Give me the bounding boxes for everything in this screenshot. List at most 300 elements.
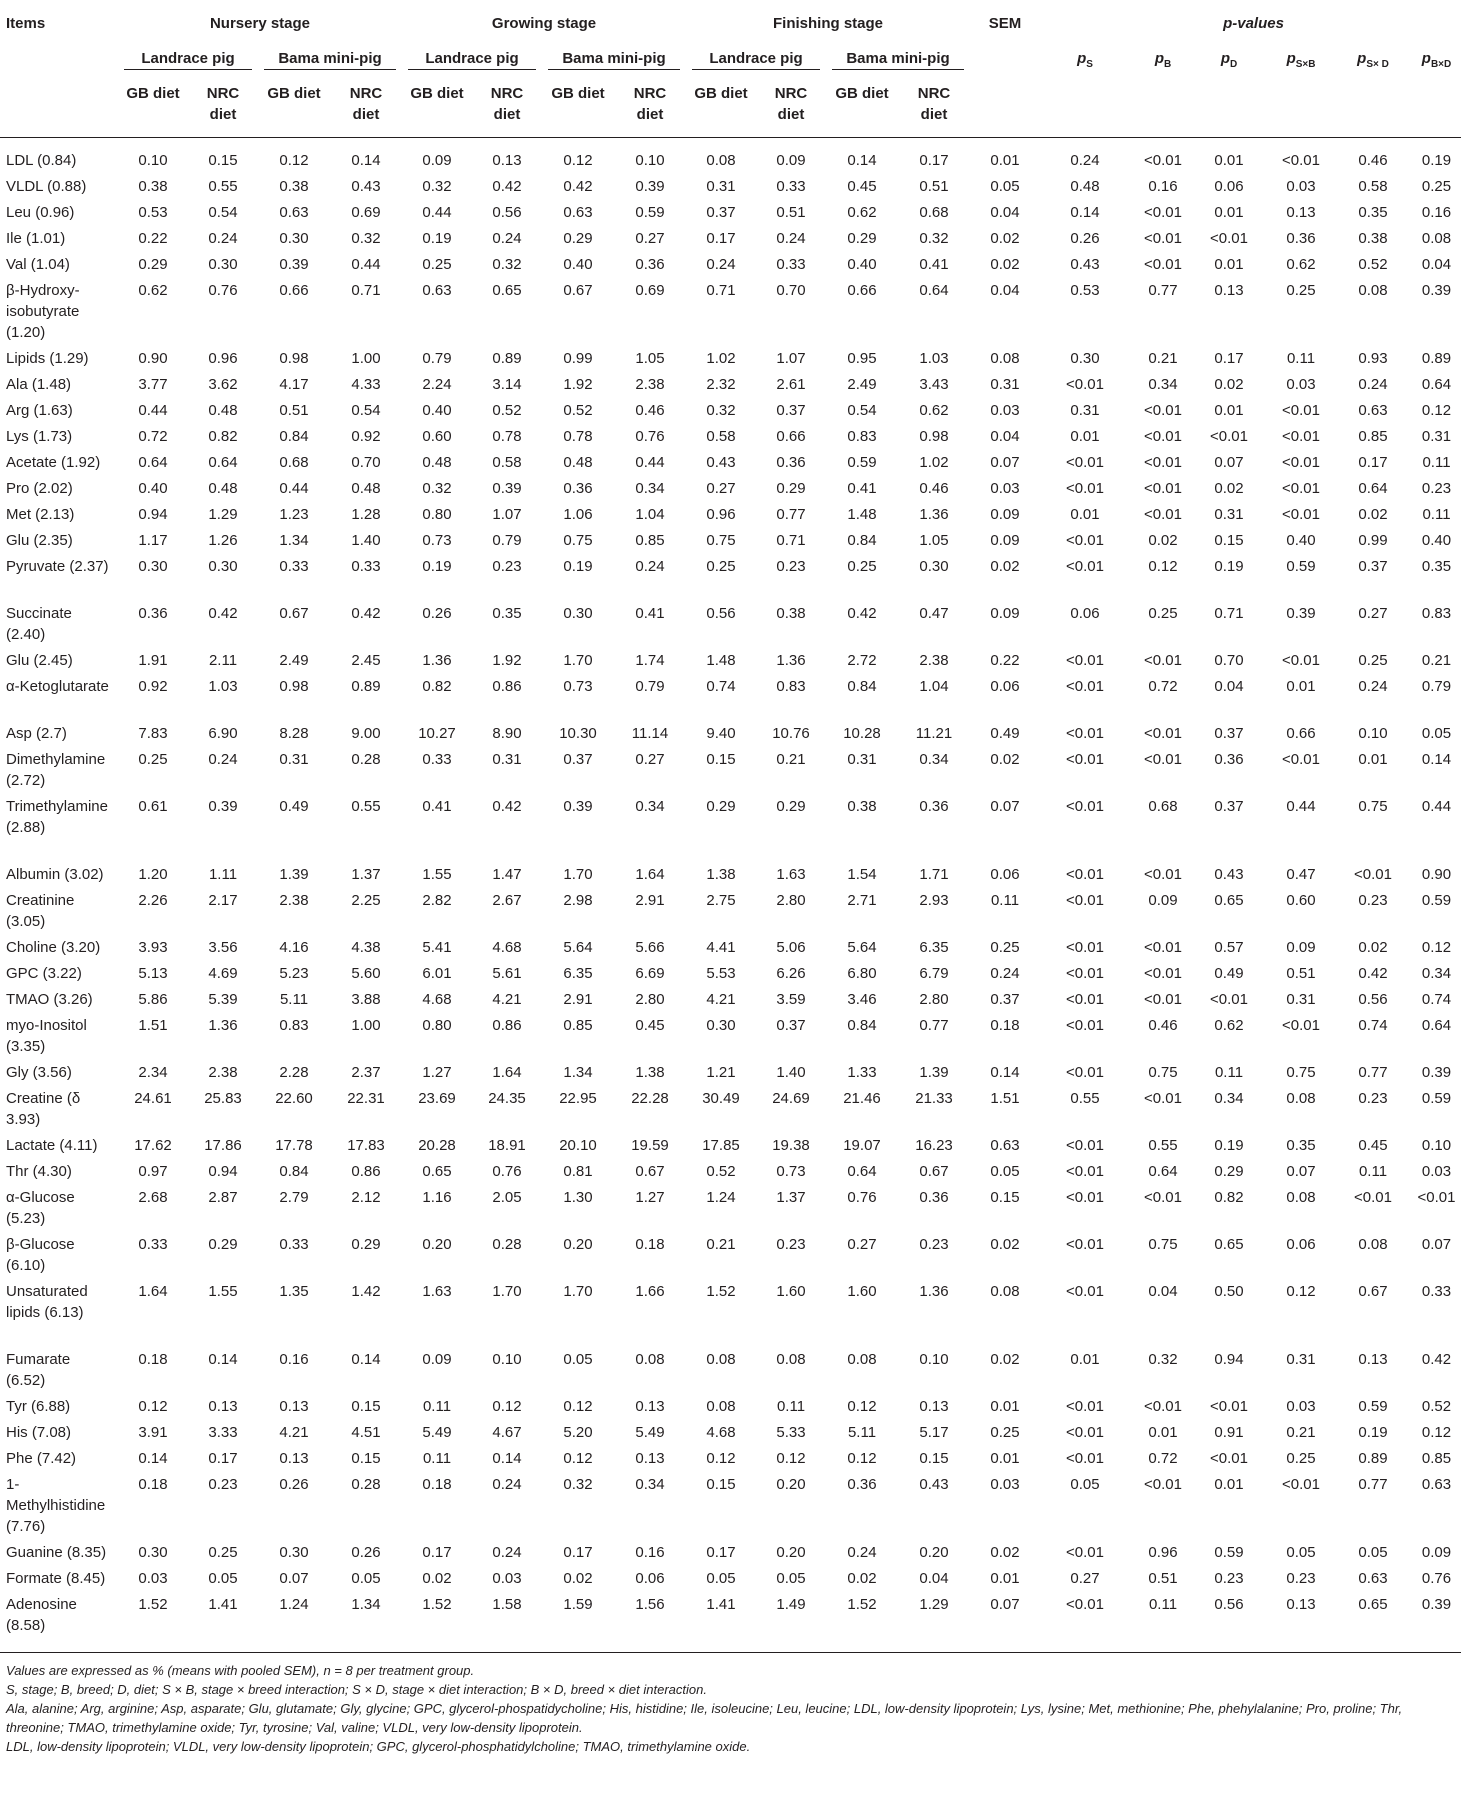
row-value-cell: 10.76 bbox=[772, 725, 810, 742]
row-value-cell: 0.02 bbox=[563, 1570, 593, 1587]
row-pvalue-cell: <0.01 bbox=[1066, 480, 1104, 497]
row-value-cell: 1.39 bbox=[279, 866, 309, 883]
row-value-cell: 2.12 bbox=[351, 1189, 381, 1206]
row-value-cell: 0.30 bbox=[279, 1544, 309, 1561]
row-value-cell: 0.33 bbox=[351, 558, 381, 575]
row-value-cell: 2.34 bbox=[138, 1064, 168, 1081]
row-value-cell: 2.24 bbox=[422, 376, 452, 393]
row-value-cell: 4.33 bbox=[351, 376, 381, 393]
row-pvalue-cell: 0.34 bbox=[1148, 376, 1178, 393]
row-value-cell: 5.20 bbox=[563, 1424, 593, 1441]
row-value-cell: 0.32 bbox=[422, 480, 452, 497]
row-value-cell: 0.26 bbox=[351, 1544, 381, 1561]
row-value-cell: 5.61 bbox=[492, 965, 522, 982]
row-pvalue-cell: 0.05 bbox=[1358, 1544, 1388, 1561]
row-value-cell: 6.69 bbox=[635, 965, 665, 982]
row-value-cell: 0.45 bbox=[847, 178, 877, 195]
row-value-cell: 22.60 bbox=[275, 1090, 313, 1107]
row-value-cell: 0.20 bbox=[563, 1236, 593, 1253]
row-pvalue-cell: 0.01 bbox=[1358, 751, 1388, 768]
row-value-cell: 0.12 bbox=[279, 152, 309, 169]
row-value-cell: 2.05 bbox=[492, 1189, 522, 1206]
row-value-cell: 1.52 bbox=[118, 1591, 188, 1653]
row-value-cell: 1.37 bbox=[776, 1189, 806, 1206]
row-value-cell: 0.29 bbox=[563, 230, 593, 247]
row-pvalue-cell: 0.07 bbox=[1421, 1236, 1452, 1253]
row-value-cell: 0.15 bbox=[351, 1398, 381, 1415]
row-pvalue-cell: 0.60 bbox=[1286, 892, 1316, 909]
row-value-cell: 0.03 bbox=[492, 1570, 522, 1587]
row-value-cell: 0.14 bbox=[208, 1351, 238, 1368]
row-value-cell: 0.98 bbox=[279, 678, 309, 695]
row-pvalue-cell: <0.01 bbox=[1066, 965, 1104, 982]
row-pvalue-cell: <0.01 bbox=[1144, 402, 1182, 419]
row-value-cell: 0.30 bbox=[706, 1017, 736, 1034]
row-pvalue-cell: <0.01 bbox=[1144, 152, 1182, 169]
row-value-cell: 3.46 bbox=[847, 991, 877, 1008]
row-pvalue-cell: <0.01 bbox=[1144, 480, 1182, 497]
row-value-cell: 0.47 bbox=[919, 605, 949, 622]
row-pvalue-cell: 0.56 bbox=[1358, 991, 1388, 1008]
row-pvalue-cell: 0.25 bbox=[1286, 1450, 1316, 1467]
row-value-cell: 0.48 bbox=[422, 454, 452, 471]
row-pvalue-cell: 0.43 bbox=[1070, 256, 1100, 273]
row-value-cell: 5.60 bbox=[351, 965, 381, 982]
row-value-cell: 0.52 bbox=[563, 402, 593, 419]
row-value-cell: 0.32 bbox=[706, 402, 736, 419]
header-breed-bama: Bama mini-pig bbox=[548, 48, 680, 70]
row-value-cell: 0.54 bbox=[847, 402, 877, 419]
row-pvalue-cell: <0.01 bbox=[1066, 652, 1104, 669]
row-value-cell: 20.10 bbox=[559, 1137, 597, 1154]
row-value-cell: 5.39 bbox=[208, 991, 238, 1008]
footnote-line: Ala, alanine; Arg, arginine; Asp, asparate; Glu, glutamate; Gly, glycine; GPC, glycerol-phospatidycholine; His, histidine; Ile, isoleucine; Leu, leucine; LDL, low-density lipoprotein; Lys, lysine; Met, methionine; Phe, phehylalanine; Pro, proline; Thr, threonine; TMAO, trimethylamine oxide; Tyr, tyrosine; Val, valine; VLDL, very low-density lipoprotein. bbox=[6, 1701, 1403, 1735]
row-pvalue-cell: 0.39 bbox=[1421, 282, 1452, 299]
row-pvalue-cell: 0.51 bbox=[1286, 965, 1316, 982]
row-value-cell: 0.05 bbox=[776, 1570, 806, 1587]
row-value-cell: 3.93 bbox=[138, 939, 168, 956]
row-pvalue-cell: 0.67 bbox=[1358, 1283, 1388, 1300]
row-value-cell: 9.40 bbox=[706, 725, 736, 742]
row-value-cell: 0.39 bbox=[563, 798, 593, 815]
row-value-cell: 0.94 bbox=[138, 506, 168, 523]
row-pvalue-cell: 0.21 bbox=[1286, 1424, 1316, 1441]
row-value-cell: 0.31 bbox=[492, 751, 522, 768]
row-pvalue-cell: 0.14 bbox=[1421, 751, 1452, 768]
row-value-cell: 2.38 bbox=[635, 376, 665, 393]
row-pvalue-cell: 0.30 bbox=[1070, 350, 1100, 367]
row-value-cell: 0.59 bbox=[847, 454, 877, 471]
row-pvalue-cell: 0.10 bbox=[1421, 1137, 1452, 1154]
row-pvalue-cell: 0.38 bbox=[1358, 230, 1388, 247]
row-value-cell: 0.77 bbox=[776, 506, 806, 523]
header-diet-gb: GB diet bbox=[402, 76, 472, 138]
row-pvalue-cell: 0.85 bbox=[1421, 1450, 1452, 1467]
row-value-cell: 0.17 bbox=[563, 1544, 593, 1561]
row-value-cell: 0.44 bbox=[351, 256, 381, 273]
row-value-cell: 0.75 bbox=[563, 532, 593, 549]
row-item-label: LDL (0.84) bbox=[6, 152, 77, 169]
row-value-cell: 24.61 bbox=[134, 1090, 172, 1107]
row-value-cell: 0.76 bbox=[847, 1189, 877, 1206]
row-pvalue-cell: 0.42 bbox=[1358, 965, 1388, 982]
row-sem-cell: 0.03 bbox=[990, 480, 1020, 497]
row-value-cell: 0.18 bbox=[635, 1236, 665, 1253]
row-pvalue-cell: 0.31 bbox=[1421, 428, 1452, 445]
row-value-cell: 0.42 bbox=[208, 605, 238, 622]
row-pvalue-cell: 0.23 bbox=[1214, 1570, 1244, 1587]
header-diet-nrc: NRC diet bbox=[188, 76, 258, 138]
row-pvalue-cell: 0.08 bbox=[1286, 1189, 1316, 1206]
row-value-cell: 0.20 bbox=[422, 1236, 452, 1253]
table-row bbox=[0, 449, 1461, 475]
header-p-bxd: $p_{B\times D}$ bbox=[1421, 50, 1452, 70]
row-value-cell: 21.46 bbox=[843, 1090, 881, 1107]
row-pvalue-cell: <0.01 bbox=[1066, 1544, 1104, 1561]
row-value-cell: 0.32 bbox=[492, 256, 522, 273]
row-value-cell: 0.59 bbox=[635, 204, 665, 221]
row-value-cell: 0.42 bbox=[847, 605, 877, 622]
row-item-label: β-Glucose (6.10) bbox=[6, 1236, 75, 1274]
row-pvalue-cell: 0.46 bbox=[1358, 152, 1388, 169]
row-value-cell: 2.93 bbox=[919, 892, 949, 909]
row-item-label: Met (2.13) bbox=[6, 506, 75, 523]
row-pvalue-cell: 0.57 bbox=[1214, 939, 1244, 956]
row-value-cell: 0.33 bbox=[776, 178, 806, 195]
table-row bbox=[0, 793, 1461, 861]
row-pvalue-cell: 0.72 bbox=[1148, 1450, 1178, 1467]
row-value-cell: 0.05 bbox=[706, 1570, 736, 1587]
row-value-cell: 0.67 bbox=[563, 282, 593, 299]
row-value-cell: 7.83 bbox=[138, 725, 168, 742]
row-sem-cell: 0.09 bbox=[990, 532, 1020, 549]
row-value-cell: 0.41 bbox=[919, 256, 949, 273]
row-value-cell: 0.17 bbox=[706, 1544, 736, 1561]
row-value-cell: 0.36 bbox=[635, 256, 665, 273]
row-pvalue-cell: <0.01 bbox=[1066, 532, 1104, 549]
header-diet-gb: GB diet bbox=[826, 76, 898, 138]
row-value-cell: 11.14 bbox=[631, 725, 669, 742]
row-value-cell: 0.29 bbox=[776, 480, 806, 497]
row-item-label: Lys (1.73) bbox=[6, 428, 73, 445]
row-value-cell: 0.24 bbox=[706, 256, 736, 273]
header-breed-bama: Bama mini-pig bbox=[832, 48, 964, 70]
row-value-cell: 0.56 bbox=[706, 605, 736, 622]
row-value-cell: 0.80 bbox=[422, 506, 452, 523]
row-value-cell: 0.86 bbox=[492, 678, 522, 695]
row-value-cell: 0.64 bbox=[138, 454, 168, 471]
row-value-cell: 0.09 bbox=[422, 1351, 452, 1368]
row-pvalue-cell: 0.02 bbox=[1358, 506, 1388, 523]
row-value-cell: 2.38 bbox=[208, 1064, 238, 1081]
table-row bbox=[0, 423, 1461, 449]
row-sem-cell: 0.02 bbox=[990, 1544, 1020, 1561]
row-pvalue-cell: <0.01 bbox=[1066, 1450, 1104, 1467]
row-pvalue-cell: <0.01 bbox=[1066, 991, 1104, 1008]
row-pvalue-cell: <0.01 bbox=[1282, 751, 1320, 768]
row-pvalue-cell: 0.25 bbox=[1421, 178, 1452, 195]
row-value-cell: 2.25 bbox=[351, 892, 381, 909]
row-sem-cell: 0.22 bbox=[990, 652, 1020, 669]
row-value-cell: 0.23 bbox=[776, 1236, 806, 1253]
row-pvalue-cell: 0.02 bbox=[1214, 480, 1244, 497]
row-pvalue-cell: <0.01 bbox=[1066, 1163, 1104, 1180]
row-pvalue-cell: 0.56 bbox=[1196, 1591, 1262, 1653]
row-pvalue-cell: <0.01 bbox=[1066, 1236, 1104, 1253]
row-item-label: Creatinine (3.05) bbox=[6, 892, 75, 930]
row-value-cell: 3.91 bbox=[138, 1424, 168, 1441]
row-value-cell: 0.07 bbox=[279, 1570, 309, 1587]
header-diet-nrc: NRC diet bbox=[756, 76, 826, 138]
row-value-cell: 0.33 bbox=[279, 558, 309, 575]
header-stage-nursery: Nursery stage bbox=[209, 15, 311, 32]
row-pvalue-cell: 0.47 bbox=[1286, 866, 1316, 883]
row-pvalue-cell: 0.12 bbox=[1421, 939, 1452, 956]
row-value-cell: 3.77 bbox=[138, 376, 168, 393]
footnote-line: Values are expressed as % (means with pooled SEM), n = 8 per treatment group. bbox=[6, 1663, 475, 1678]
row-value-cell: 0.12 bbox=[563, 1450, 593, 1467]
row-pvalue-cell: 0.40 bbox=[1421, 532, 1452, 549]
row-value-cell: 0.14 bbox=[847, 152, 877, 169]
row-sem-cell: 0.09 bbox=[990, 605, 1020, 622]
row-pvalue-cell: 0.77 bbox=[1358, 1476, 1388, 1493]
row-value-cell: 0.40 bbox=[847, 256, 877, 273]
row-sem-cell: 0.05 bbox=[990, 1163, 1020, 1180]
row-value-cell: 0.44 bbox=[422, 204, 452, 221]
row-value-cell: 0.44 bbox=[138, 402, 168, 419]
row-pvalue-cell: 0.93 bbox=[1358, 350, 1388, 367]
row-item-label: Tyr (6.88) bbox=[6, 1398, 71, 1415]
row-value-cell: 0.89 bbox=[492, 350, 522, 367]
row-value-cell: 2.38 bbox=[279, 892, 309, 909]
row-value-cell: 1.29 bbox=[208, 506, 238, 523]
row-pvalue-cell: 0.35 bbox=[1286, 1137, 1316, 1154]
row-value-cell: 0.19 bbox=[422, 558, 452, 575]
row-value-cell: 22.95 bbox=[559, 1090, 597, 1107]
row-pvalue-cell: 0.29 bbox=[1214, 1163, 1244, 1180]
row-value-cell: 0.12 bbox=[138, 1398, 168, 1415]
row-pvalue-cell: 0.13 bbox=[1262, 1591, 1340, 1653]
row-pvalue-cell: 0.36 bbox=[1286, 230, 1316, 247]
row-value-cell: 0.34 bbox=[919, 751, 949, 768]
row-value-cell: 0.61 bbox=[138, 798, 168, 815]
row-value-cell: 1.63 bbox=[422, 1283, 452, 1300]
row-value-cell: 0.78 bbox=[563, 428, 593, 445]
row-value-cell: 1.05 bbox=[635, 350, 665, 367]
row-pvalue-cell: <0.01 bbox=[1066, 1189, 1104, 1206]
row-pvalue-cell: 0.12 bbox=[1148, 558, 1178, 575]
row-pvalue-cell: <0.01 bbox=[1144, 1476, 1182, 1493]
row-pvalue-cell: 0.09 bbox=[1421, 1544, 1452, 1561]
row-item-label: 1-Methylhistidine (7.76) bbox=[6, 1476, 106, 1535]
row-value-cell: 16.23 bbox=[915, 1137, 953, 1154]
row-value-cell: 1.34 bbox=[330, 1591, 402, 1653]
row-pvalue-cell: 0.75 bbox=[1148, 1064, 1178, 1081]
row-pvalue-cell: 0.10 bbox=[1358, 725, 1388, 742]
row-value-cell: 20.28 bbox=[418, 1137, 456, 1154]
row-value-cell: 2.98 bbox=[563, 892, 593, 909]
row-value-cell: 0.15 bbox=[208, 152, 238, 169]
row-pvalue-cell: 0.31 bbox=[1070, 402, 1100, 419]
table-row bbox=[0, 1085, 1461, 1132]
row-sem-cell: 0.24 bbox=[990, 965, 1020, 982]
row-value-cell: 1.59 bbox=[542, 1591, 614, 1653]
row-value-cell: 1.36 bbox=[919, 506, 949, 523]
row-pvalue-cell: 0.63 bbox=[1358, 1570, 1388, 1587]
row-value-cell: 4.21 bbox=[492, 991, 522, 1008]
table-row bbox=[0, 1132, 1461, 1158]
row-item-label: β-Hydroxy-isobutyrate (1.20) bbox=[6, 282, 80, 341]
row-value-cell: 0.30 bbox=[208, 558, 238, 575]
row-value-cell: 0.36 bbox=[776, 454, 806, 471]
row-pvalue-cell: 0.66 bbox=[1286, 725, 1316, 742]
row-pvalue-cell: 0.12 bbox=[1421, 402, 1452, 419]
row-pvalue-cell: 0.63 bbox=[1358, 402, 1388, 419]
row-item-label: Ala (1.48) bbox=[6, 376, 72, 393]
row-pvalue-cell: 0.64 bbox=[1421, 376, 1452, 393]
row-pvalue-cell: 0.35 bbox=[1358, 204, 1388, 221]
row-value-cell: 6.35 bbox=[563, 965, 593, 982]
row-value-cell: 0.36 bbox=[138, 605, 168, 622]
row-value-cell: 0.82 bbox=[422, 678, 452, 695]
row-value-cell: 0.97 bbox=[138, 1163, 168, 1180]
row-value-cell: 1.47 bbox=[492, 866, 522, 883]
row-pvalue-cell: <0.01 bbox=[1282, 152, 1320, 169]
row-value-cell: 0.54 bbox=[351, 402, 381, 419]
row-value-cell: 1.70 bbox=[492, 1283, 522, 1300]
row-pvalue-cell: 0.02 bbox=[1214, 376, 1244, 393]
row-pvalue-cell: 0.04 bbox=[1214, 678, 1244, 695]
row-value-cell: 0.89 bbox=[351, 678, 381, 695]
table-row bbox=[0, 501, 1461, 527]
row-value-cell: 1.51 bbox=[138, 1017, 168, 1034]
row-value-cell: 10.28 bbox=[843, 725, 881, 742]
row-pvalue-cell: 0.12 bbox=[1421, 1424, 1452, 1441]
row-value-cell: 4.69 bbox=[208, 965, 238, 982]
row-value-cell: 0.10 bbox=[492, 1351, 522, 1368]
row-value-cell: 2.82 bbox=[422, 892, 452, 909]
row-value-cell: 1.56 bbox=[614, 1591, 686, 1653]
row-value-cell: 1.70 bbox=[563, 652, 593, 669]
table-row bbox=[0, 720, 1461, 746]
row-value-cell: 0.27 bbox=[635, 751, 665, 768]
row-value-cell: 4.68 bbox=[706, 1424, 736, 1441]
row-value-cell: 1.40 bbox=[351, 532, 381, 549]
row-value-cell: 0.25 bbox=[138, 751, 168, 768]
row-pvalue-cell: <0.01 bbox=[1144, 428, 1182, 445]
row-pvalue-cell: 0.32 bbox=[1148, 1351, 1178, 1368]
row-value-cell: 0.60 bbox=[422, 428, 452, 445]
row-pvalue-cell: <0.01 bbox=[1066, 866, 1104, 883]
row-pvalue-cell: 0.01 bbox=[1214, 152, 1244, 169]
row-pvalue-cell: 0.23 bbox=[1358, 1090, 1388, 1107]
row-pvalue-cell: 0.13 bbox=[1286, 204, 1316, 221]
row-pvalue-cell: <0.01 bbox=[1144, 1189, 1182, 1206]
header-diet-gb: GB diet bbox=[542, 76, 614, 138]
row-value-cell: 1.71 bbox=[919, 866, 949, 883]
row-value-cell: 0.05 bbox=[563, 1351, 593, 1368]
row-pvalue-cell: 0.35 bbox=[1421, 558, 1452, 575]
row-value-cell: 0.40 bbox=[422, 402, 452, 419]
row-item-label: Guanine (8.35) bbox=[6, 1544, 107, 1561]
row-pvalue-cell: <0.01 bbox=[1144, 991, 1182, 1008]
row-pvalue-cell: 0.19 bbox=[1421, 152, 1452, 169]
row-pvalue-cell: 0.11 bbox=[1422, 454, 1451, 471]
row-pvalue-cell: <0.01 bbox=[1066, 939, 1104, 956]
row-value-cell: 19.38 bbox=[772, 1137, 810, 1154]
row-value-cell: 3.56 bbox=[208, 939, 238, 956]
row-value-cell: 0.26 bbox=[422, 605, 452, 622]
row-pvalue-cell: 0.75 bbox=[1148, 1236, 1178, 1253]
row-pvalue-cell: 0.85 bbox=[1358, 428, 1388, 445]
row-value-cell: 1.16 bbox=[422, 1189, 452, 1206]
row-value-cell: 0.73 bbox=[563, 678, 593, 695]
row-value-cell: 1.60 bbox=[776, 1283, 806, 1300]
row-pvalue-cell: <0.01 bbox=[1417, 1189, 1456, 1206]
row-pvalue-cell: 0.25 bbox=[1358, 652, 1388, 669]
row-pvalue-cell: 0.91 bbox=[1214, 1424, 1244, 1441]
row-value-cell: 0.16 bbox=[279, 1351, 309, 1368]
row-value-cell: 1.92 bbox=[492, 652, 522, 669]
row-value-cell: 0.94 bbox=[208, 1163, 238, 1180]
row-value-cell: 0.12 bbox=[847, 1398, 877, 1415]
row-value-cell: 1.52 bbox=[402, 1591, 472, 1653]
table-row bbox=[0, 1184, 1461, 1231]
row-item-label: Albumin (3.02) bbox=[6, 866, 104, 883]
row-value-cell: 0.44 bbox=[279, 480, 309, 497]
row-value-cell: 0.55 bbox=[208, 178, 238, 195]
row-value-cell: 0.40 bbox=[563, 256, 593, 273]
row-pvalue-cell: <0.01 bbox=[1144, 256, 1182, 273]
row-value-cell: 0.13 bbox=[279, 1450, 309, 1467]
row-value-cell: 0.66 bbox=[279, 282, 309, 299]
row-value-cell: 1.36 bbox=[422, 652, 452, 669]
row-value-cell: 3.59 bbox=[776, 991, 806, 1008]
row-value-cell: 2.80 bbox=[776, 892, 806, 909]
row-value-cell: 0.29 bbox=[706, 798, 736, 815]
row-pvalue-cell: <0.01 bbox=[1144, 1090, 1182, 1107]
row-value-cell: 0.96 bbox=[706, 506, 736, 523]
row-pvalue-cell: 0.11 bbox=[1358, 1163, 1388, 1180]
row-value-cell: 0.92 bbox=[138, 678, 168, 695]
row-value-cell: 4.38 bbox=[351, 939, 381, 956]
row-value-cell: 2.49 bbox=[279, 652, 309, 669]
table-row bbox=[0, 1059, 1461, 1085]
row-value-cell: 0.71 bbox=[706, 282, 736, 299]
row-value-cell: 0.34 bbox=[635, 1476, 665, 1493]
row-value-cell: 0.37 bbox=[776, 1017, 806, 1034]
row-value-cell: 0.86 bbox=[351, 1163, 381, 1180]
row-pvalue-cell: <0.01 bbox=[1040, 1591, 1130, 1653]
row-pvalue-cell: 0.50 bbox=[1214, 1283, 1244, 1300]
row-value-cell: 0.13 bbox=[492, 152, 522, 169]
row-value-cell: 1.03 bbox=[208, 678, 238, 695]
row-value-cell: 0.20 bbox=[776, 1544, 806, 1561]
row-pvalue-cell: 0.13 bbox=[1214, 282, 1244, 299]
row-pvalue-cell: 0.16 bbox=[1421, 204, 1452, 221]
row-pvalue-cell: 0.07 bbox=[1286, 1163, 1316, 1180]
header-p-sxd: $p_{S\times D}$ bbox=[1357, 50, 1389, 70]
row-item-label: Val (1.04) bbox=[6, 256, 70, 273]
row-pvalue-cell: 0.24 bbox=[1358, 376, 1388, 393]
row-sem-cell: 0.18 bbox=[990, 1017, 1020, 1034]
row-item-label: Phe (7.42) bbox=[6, 1450, 77, 1467]
row-pvalue-cell: <0.01 bbox=[1066, 558, 1104, 575]
table-row bbox=[0, 527, 1461, 553]
row-value-cell: 1.02 bbox=[919, 454, 949, 471]
row-value-cell: 0.36 bbox=[919, 1189, 949, 1206]
row-value-cell: 0.67 bbox=[919, 1163, 949, 1180]
